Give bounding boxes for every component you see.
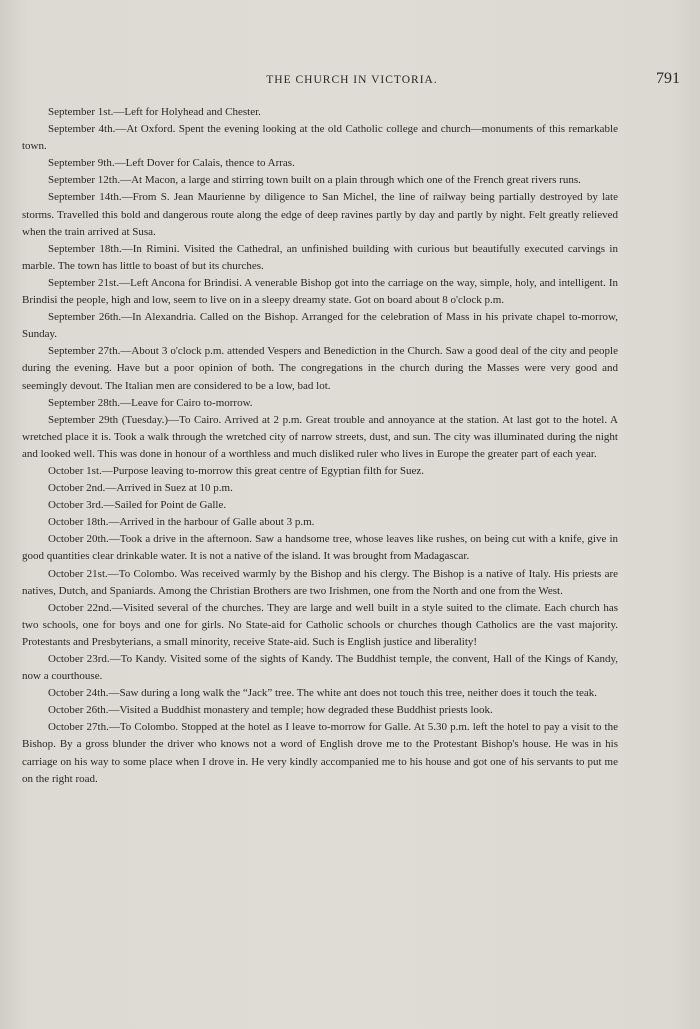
diary-entry: October 24th.—Saw during a long walk the “Jack” tree. The white ant does not touch this tree, neither does it touch the teak. (48, 687, 598, 700)
diary-entries (22, 104, 618, 788)
diary-entry: September 21st.—Left Ancona for Brindisi. A venerable Bishop got into the carriage on the way, simple, holy, and intelligent. In Brindisi the people, high and low, seem to live on in a sleepy dreamy state. Got on board about 8 o'clock p.m. (22, 276, 618, 307)
diary-entry: October 3rd.—Sailed for Point de Galle. (48, 499, 227, 512)
diary-entry: October 27th.—To Colombo. Stopped at the hotel as I leave to-morrow for Galle. At 5.30 p.m. left the hotel to pay a visit to the Bishop. By a gross blunder the driver who knows not a word of English drove me to the Protestant Bishop's house. He was in his carriage on his way to some place when I drove in. He very kindly accompanied me to his house and got one of his servants to put me on the right road. (22, 721, 618, 785)
diary-entry: September 29th (Tuesday.)—To Cairo. Arrived at 2 p.m. Great trouble and annoyance at the station. At last got to the hotel. A wretched place it is. Took a walk through the wretched city of narrow streets, dust, and sun. The city was illuminated during the night and looked well. This was done in honour of a worthless and much disliked ruler who lives in Europe the greater part of each year. (22, 413, 618, 460)
diary-entry: October 23rd.—To Kandy. Visited some of the sights of Kandy. The Buddhist temple, the convent, Hall of the Kings of Kandy, now a courthouse. (22, 653, 618, 683)
diary-entry: September 26th.—In Alexandria. Called on the Bishop. Arranged for the celebration of Mass in his private chapel to-morrow, Sunday. (22, 311, 618, 341)
diary-entry: September 14th.—From S. Jean Maurienne by diligence to San Michel, the line of railway being partially destroyed by late storms. Travelled this bold and dangerous route along the edge of deep ravines partly by day and partly by night. Felt greatly relieved when the train arrived at Susa. (22, 191, 618, 238)
page-number: 791 (656, 70, 680, 87)
diary-entry: September 27th.—About 3 o'clock p.m. attended Vespers and Benediction in the Church. Saw a good deal of the city and people during the evening. Have but a poor opinion of both. The congregations in the church during the Masses were very good and seemingly devout. The Italian men are considered to be a low, bad lot. (22, 345, 618, 392)
diary-entry: September 18th.—In Rimini. Visited the Cathedral, an unfinished building with curious but beautifully executed carvings in marble. The town has little to boast of but its churches. (22, 242, 618, 272)
diary-entry: September 28th.—Leave for Cairo to-morrow. (48, 396, 253, 409)
diary-entry: September 1st.—Left for Holyhead and Chester. (48, 106, 261, 118)
running-title: THE CHURCH IN VICTORIA. (266, 74, 438, 86)
diary-entry: October 18th.—Arrived in the harbour of Galle about 3 p.m. (48, 516, 315, 529)
diary-entry: October 1st.—Purpose leaving to-morrow this great centre of Egyptian filth for Suez. (48, 464, 425, 477)
diary-entry: October 21st.—To Colombo. Was received warmly by the Bishop and his clergy. The Bishop is a native of Italy. His priests are natives, Dutch, and Spaniards. Among the Christian Brothers are two Irishmen, one from the North and one from the West. (22, 567, 618, 597)
diary-entry: September 4th.—At Oxford. Spent the evening looking at the old Catholic college and church—monuments of this remarkable town. (22, 123, 618, 153)
diary-entry: September 12th.—At Macon, a large and stirring town built on a plain through which one of the French great rivers runs. (48, 174, 581, 187)
diary-entry: October 22nd.—Visited several of the churches. They are large and well built in a style suited to the climate. Each church has two schools, one for boys and one for girls. No State-aid for Catholic schools or churches though Catholics are the vast majority. Protestants and Presbyterians, a small minority, receive State-aid. Such is English justice and liberality! (22, 601, 618, 648)
diary-entry: October 26th.—Visited a Buddhist monastery and temple; how degraded these Buddhist priests look. (48, 704, 493, 717)
page-header (22, 70, 680, 94)
diary-entry: September 9th.—Left Dover for Calais, thence to Arras. (48, 157, 295, 170)
diary-entry: October 2nd.—Arrived in Suez at 10 p.m. (48, 482, 233, 495)
diary-entry: October 20th.—Took a drive in the afternoon. Saw a handsome tree, whose leaves like rushes, on being cut with a knife, give in good quantities clear drinkable water. It is not a native of the island. It was brought from Madagascar. (22, 533, 618, 563)
